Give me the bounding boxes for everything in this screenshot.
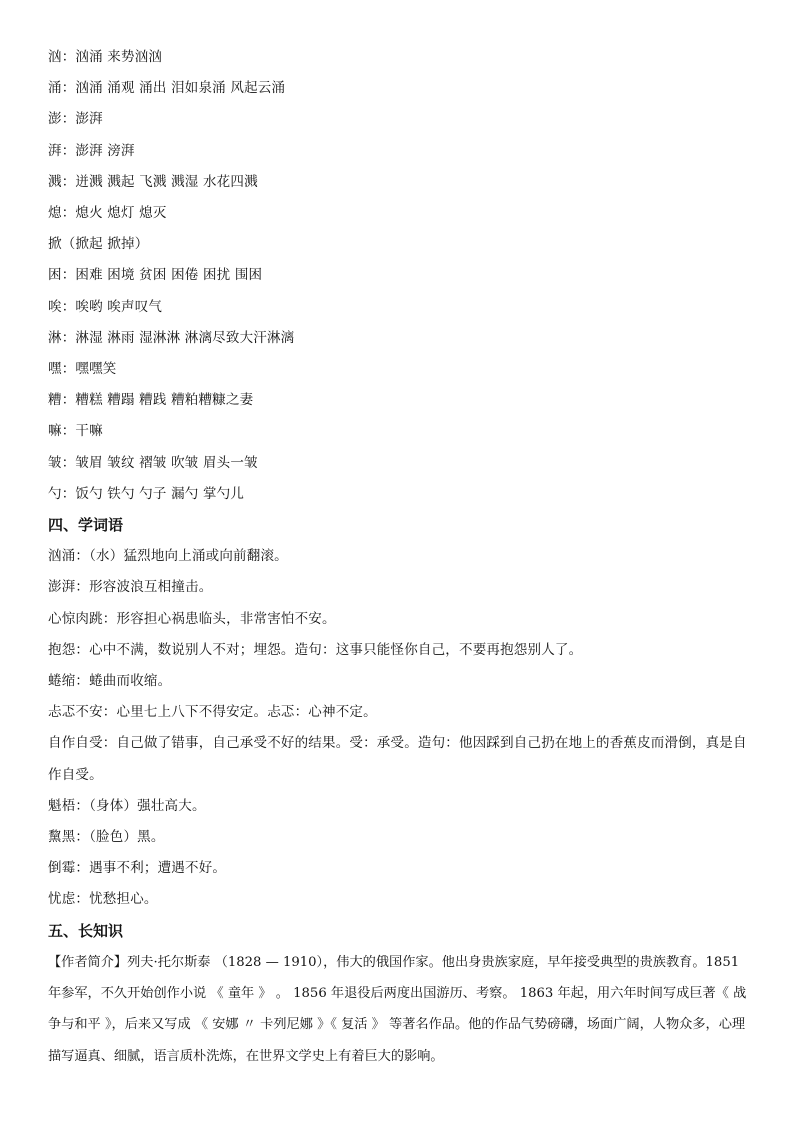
section-heading-vocabulary: 四、学词语 — [48, 516, 124, 535]
char-line: 溅：迸溅 溅起 飞溅 溅湿 水花四溅 — [48, 173, 258, 190]
vocab-entry: 蜷缩：蜷曲而收缩。 — [48, 673, 172, 690]
section-heading-knowledge: 五、长知识 — [48, 921, 124, 940]
character-word-list — [48, 42, 748, 510]
vocab-entry: 倒霉：遇事不利；遭遇不好。 — [48, 860, 227, 877]
char-line: 熄：熄火 熄灯 熄灭 — [48, 205, 167, 222]
author-bio-text: 列夫·托尔斯泰 （1828 — 1910），伟大的俄国作家。他出身贵族家庭，早年接受典型的贵族教育。1851 年参军，不久开始创作小说 《 童年 》 。 1856 年退役后两度出国游历、考察。 1863 年起，用六年时间写成巨著《 战争与和平 》，后来又写成 《 安娜 〃 卡列尼娜 》《 复活 》 等著名作品。他的作品气势磅礴，场面广阔，人物众多，心理描写逼真、细腻，语言质朴洗炼，在世界文学史上有着巨大的影响。 — [48, 954, 747, 1064]
char-line: 困：困难 困境 贫困 困倦 困扰 围困 — [48, 267, 263, 284]
char-line: 勺：饭勺 铁勺 勺子 漏勺 掌勺儿 — [48, 485, 245, 502]
vocab-entry: 黧黑：（脸色）黑。 — [48, 829, 165, 846]
document-page — [48, 42, 748, 1072]
char-line: 皱：皱眉 皱纹 褶皱 吹皱 眉头一皱 — [48, 454, 258, 471]
char-line: 糟：糟糕 糟蹋 糟践 糟粕糟糠之妻 — [48, 392, 254, 409]
char-line: 唉：唉哟 唉声叹气 — [48, 298, 163, 315]
char-line: 淋：淋湿 淋雨 湿淋淋 淋漓尽致大汗淋漓 — [48, 329, 295, 346]
vocab-entry: 澎湃：形容波浪互相撞击。 — [48, 579, 213, 596]
char-line: 嘛：干嘛 — [48, 423, 103, 440]
char-line: 汹：汹涌 来势汹汹 — [48, 49, 163, 65]
author-bio-label: 【作者简介】 — [48, 954, 128, 970]
author-bio-paragraph — [48, 947, 748, 1072]
char-line: 嘿：嘿嘿笑 — [48, 361, 117, 378]
vocab-entry: 忐忑不安：心里七上八下不得安定。忐忑：心神不定。 — [48, 704, 377, 721]
char-line: 掀（掀起 掀掉） — [48, 236, 149, 253]
vocab-entry: 魁梧：（身体）强壮高大。 — [48, 797, 206, 814]
vocab-entry: 心惊肉跳：形容担心祸患临头，非常害怕不安。 — [48, 610, 336, 627]
vocab-entry: 汹涌：（水）猛烈地向上涌或向前翻滚。 — [48, 548, 288, 565]
vocab-entry: 抱怨：心中不满，数说别人不对；埋怨。造句：这事只能怪你自己，不要再抱怨别人了。 — [48, 641, 583, 658]
char-line: 湃：澎湃 滂湃 — [48, 142, 135, 159]
char-line: 涌：汹涌 涌观 涌出 泪如泉涌 风起云涌 — [48, 80, 286, 97]
vocab-entry: 忧虑：忧愁担心。 — [48, 891, 158, 908]
char-line: 澎：澎湃 — [48, 111, 103, 128]
vocab-entry: 自作自受：自己做了错事，自己承受不好的结果。受：承受。造句：他因踩到自己扔在地上的香蕉皮而滑倒，真是自作自受。 — [48, 735, 747, 783]
vocabulary-list — [48, 541, 748, 915]
